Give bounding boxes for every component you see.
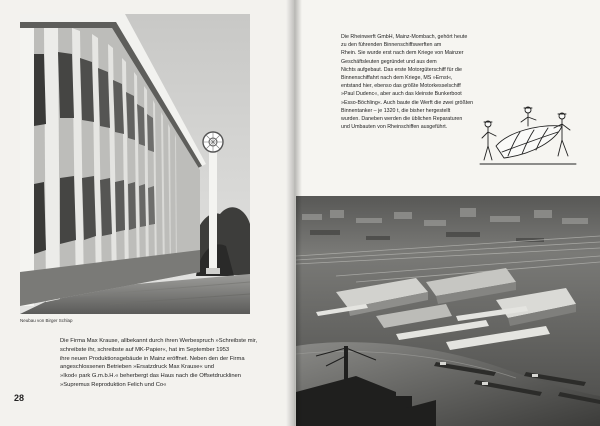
text-line: Die Rheinwerft GmbH, Mainz-Mombach, gehört heute (341, 34, 468, 40)
text-line: »Paul Dudenc«, aber auch das kleinste Bunkerboot (341, 91, 462, 98)
left-page (0, 0, 293, 426)
shipbuilders-illustration (478, 102, 578, 174)
text-line: und Umbauten von Rheinschiffen ausgeführt. (341, 124, 448, 131)
right-body-text (341, 33, 501, 131)
text-line: wurden. Daneben werden die üblichen Reparaturen (341, 116, 463, 123)
shipyard-aerial-photo (296, 196, 600, 426)
text-line: Rhein. Sie wurde erst nach dem Kriege von Mainzer (341, 50, 464, 57)
text-line: Geschäftsleuten gegründet und aus dem (341, 58, 437, 65)
text-line: ihre neuen Produktionsgebäude in Mainz eröffnet. Neben den der Firma (60, 355, 245, 362)
text-line: zu den führenden Binnenschiffswerften am (341, 42, 442, 49)
left-body-text (60, 337, 256, 390)
text-line: Binnenschiffahrt nach dem Kriege, MS »Ernst«, (341, 75, 453, 82)
text-line: Binnentanker – je 1320 t, die bisher hergestellt (341, 107, 451, 114)
text-line: »Esso-Böchling«. Auch baute die Werft die zwei größten (341, 99, 474, 106)
page-number: 28 (14, 393, 25, 403)
photo-caption: Neubau von Birger Schlap (20, 318, 73, 323)
text-line: Nichts aufgebaut. Das erste Motorgüterschiff für die (341, 66, 462, 73)
text-line: »Supremus Reproduktion Felich und Co« (60, 381, 167, 388)
text-line: »Ikod« park G.m.b.H.« beherbergt das Haus nach die Offsetdrucklinen (60, 373, 241, 380)
book-gutter (286, 0, 302, 426)
text-line: schreibste ihr, schreibste auf MK-Papier«, hat im September 1953 (60, 346, 230, 353)
text-line: angeschlossenen Betrieben »Ersatzdruck Max Krause« und (60, 364, 215, 371)
building-photo (20, 14, 250, 314)
text-line: entstand hier, ebenso das größte Motorkesselschiff (341, 83, 461, 90)
text-line: Die Firma Max Krause, allbekannt durch ihren Werbespruch »Schreibste mir, (60, 338, 258, 344)
